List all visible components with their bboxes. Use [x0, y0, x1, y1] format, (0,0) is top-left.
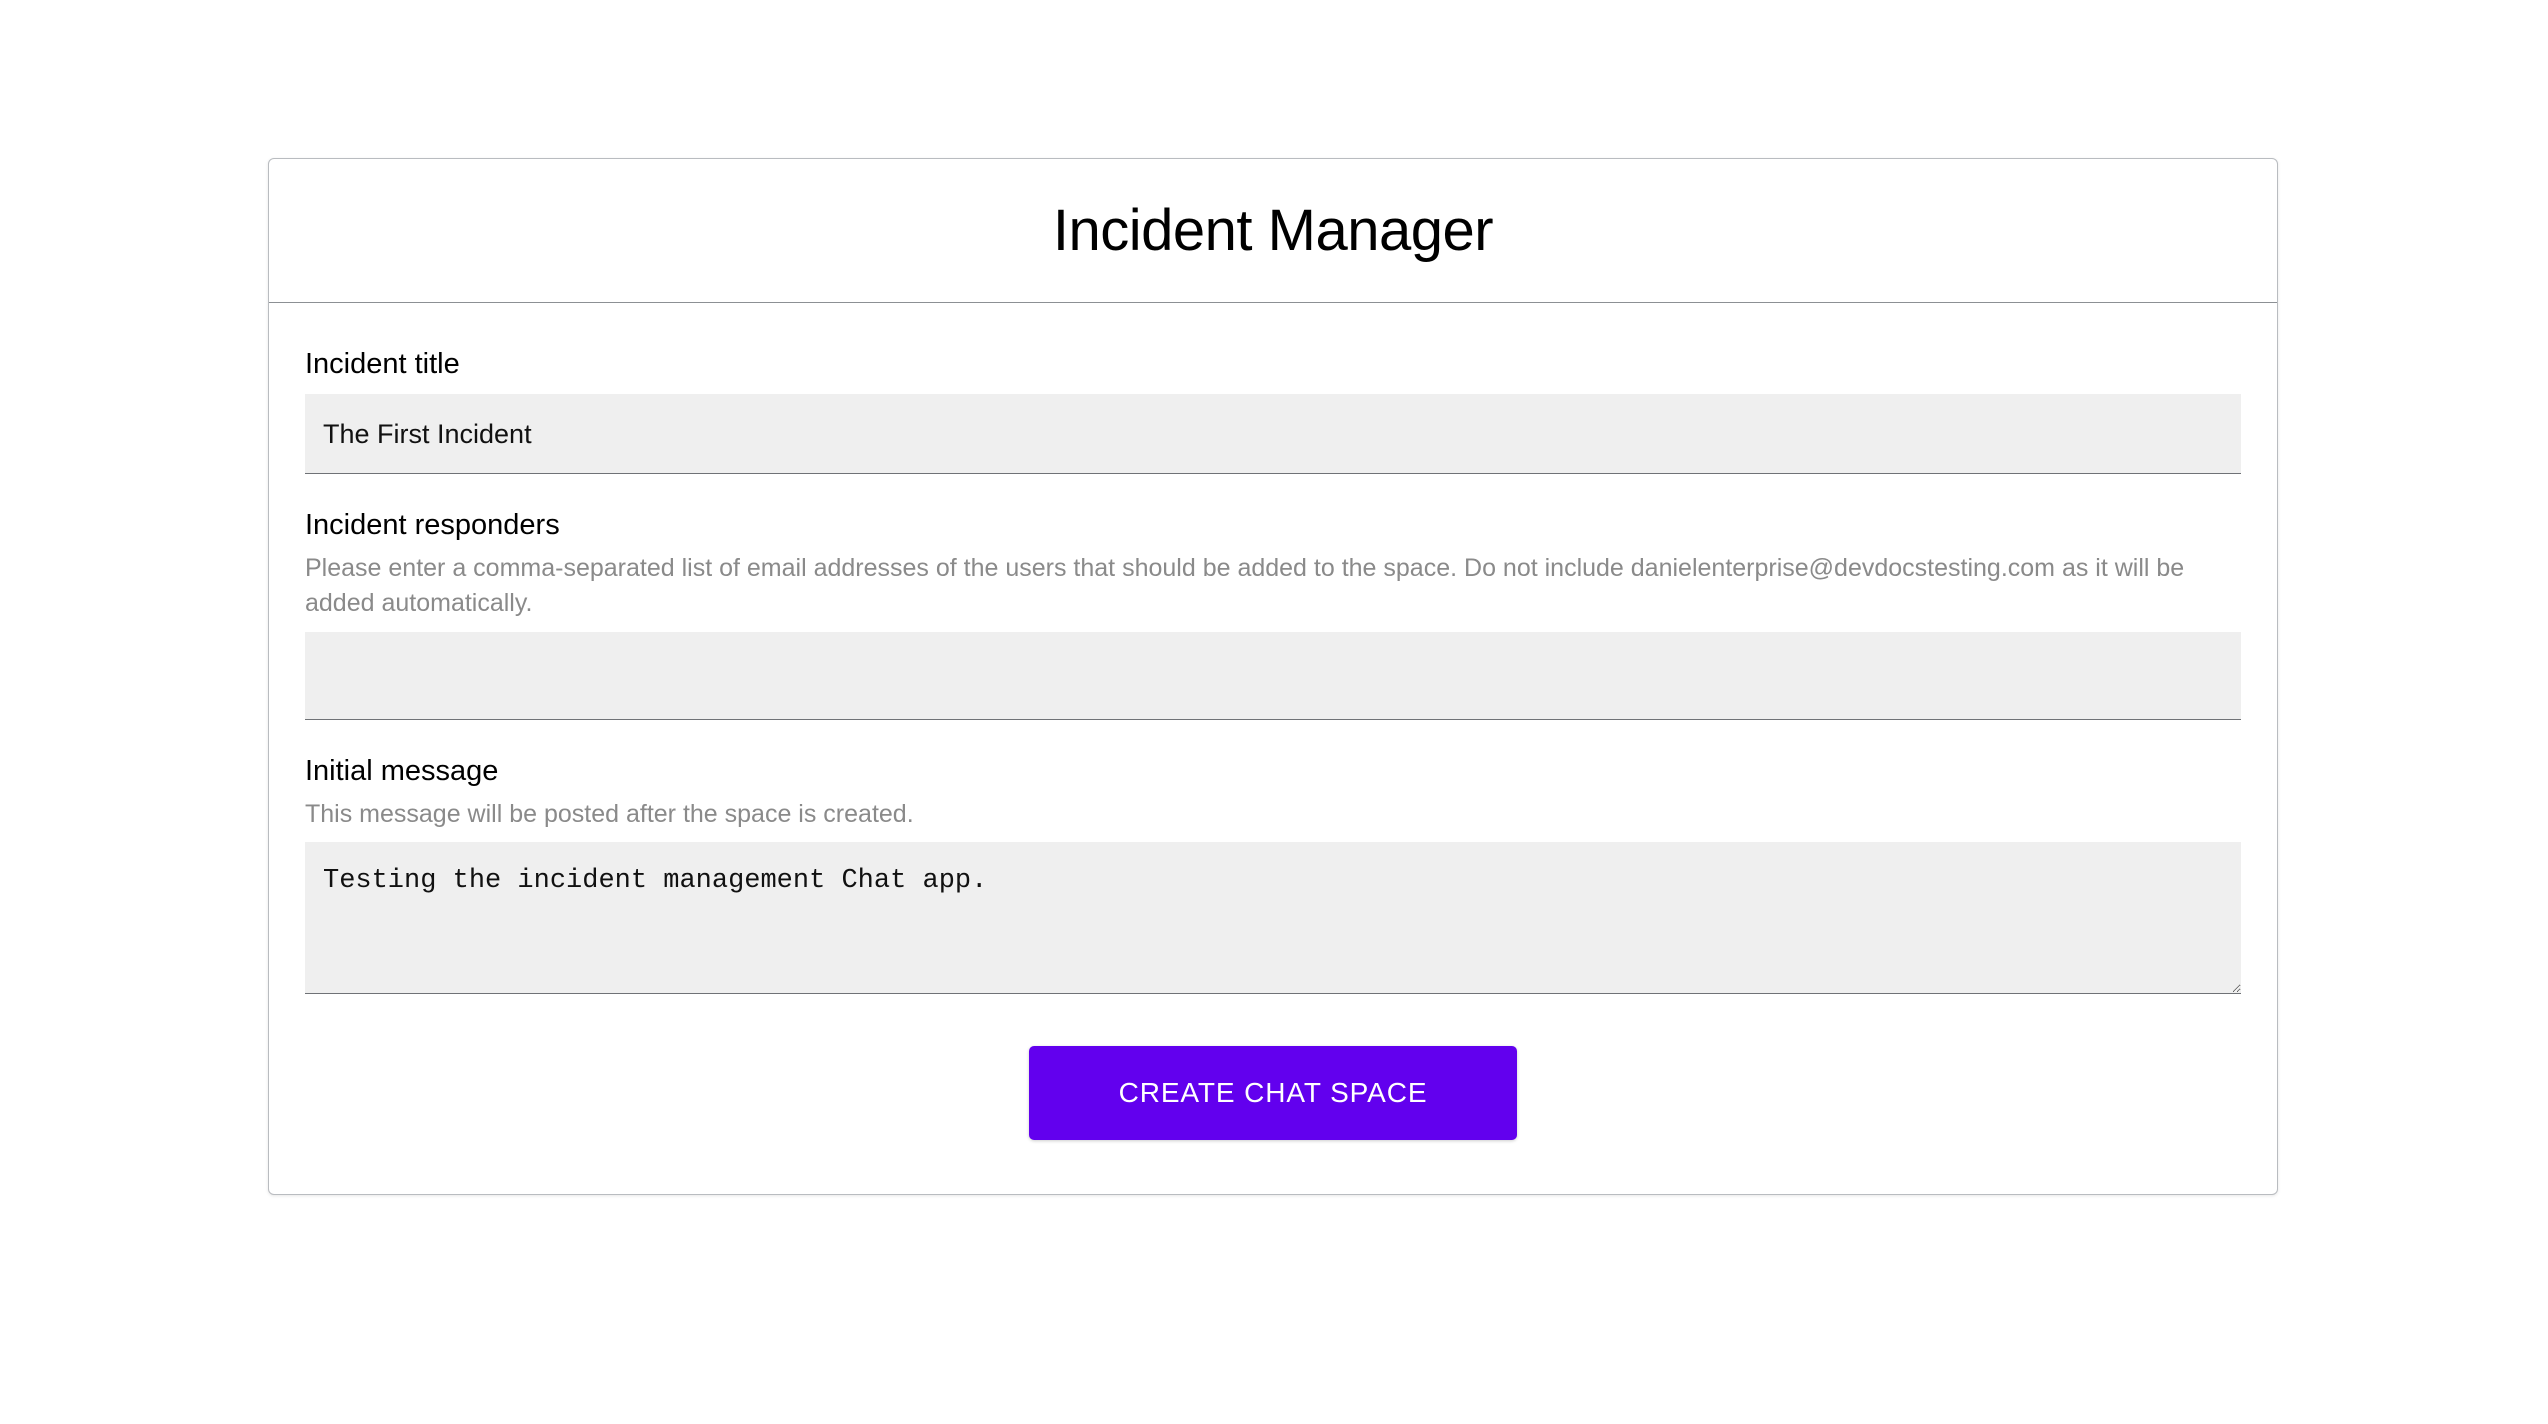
form-actions	[305, 1046, 2241, 1140]
initial-message-help: This message will be posted after the space is created.	[305, 799, 914, 828]
incident-responders-help: Please enter a comma-separated list of email addresses of the users that should be added to the space. Do not include danielenterprise@devdocstesting.com as it will be added automatically.	[305, 553, 2185, 618]
incident-responders-label: Incident responders	[305, 508, 560, 541]
incident-title-field	[305, 345, 2241, 384]
page-title: Incident Manager	[1052, 197, 1494, 263]
incident-responders-input[interactable]	[305, 632, 2241, 720]
incident-title-label: Incident title	[305, 348, 460, 380]
incident-title-input-wrap	[305, 394, 2241, 473]
initial-message-input-wrap	[305, 842, 2241, 994]
initial-message-textarea[interactable]	[305, 842, 2241, 994]
incident-title-input[interactable]	[305, 394, 2241, 473]
incident-responders-field	[305, 506, 2241, 622]
initial-message-field	[305, 752, 2241, 833]
incident-manager-card	[268, 158, 2278, 1195]
card-header	[269, 159, 2277, 303]
card-body	[269, 303, 2277, 1194]
initial-message-label: Initial message	[305, 754, 499, 787]
create-chat-space-button[interactable]: CREATE CHAT SPACE	[1029, 1046, 1517, 1140]
incident-responders-input-wrap	[305, 632, 2241, 720]
